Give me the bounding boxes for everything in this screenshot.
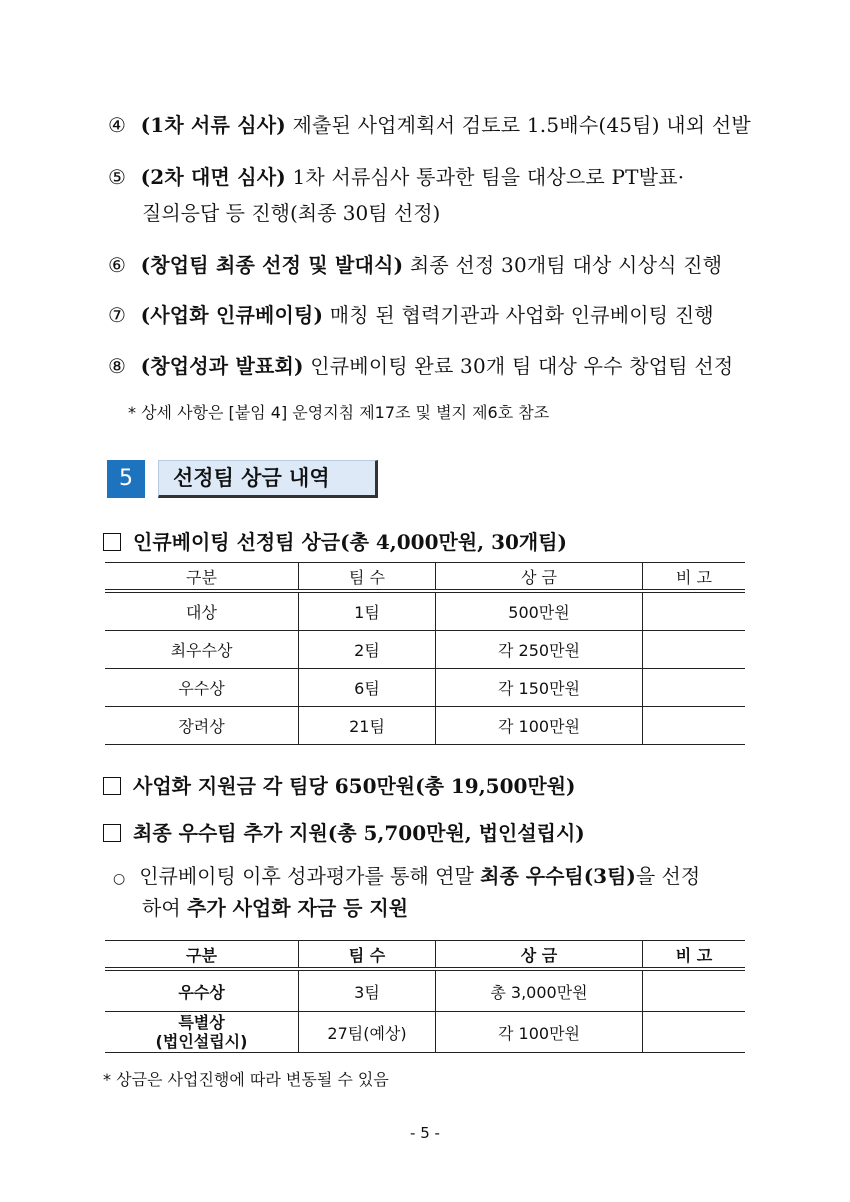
description-emphasis: 추가 사업화 자금 등 지원 xyxy=(187,896,409,920)
header-prize: 상 금 xyxy=(436,563,643,592)
step-6 xyxy=(108,251,722,279)
cell-remarks xyxy=(643,1012,746,1053)
table-row xyxy=(105,1012,745,1053)
step-title: (사업화 인큐베이팅) xyxy=(140,303,324,327)
final-excellent-support-heading xyxy=(103,817,585,846)
commercialization-support-heading xyxy=(103,770,576,799)
cell-category: 장려상 xyxy=(105,707,299,745)
table-row xyxy=(105,631,745,669)
description-emphasis: 최종 우수팀(3팀) xyxy=(480,864,636,888)
cell-team-count: 27팀(예상) xyxy=(299,1012,436,1053)
header-team-count: 팀 수 xyxy=(299,563,436,592)
step-5-continuation: 질의응답 등 진행(최종 30팀 선정) xyxy=(142,201,441,225)
step-4 xyxy=(108,111,751,139)
table-row xyxy=(105,591,745,631)
cell-remarks xyxy=(643,969,746,1012)
cell-category: 우수상 xyxy=(105,969,299,1012)
step-number: ⑥ xyxy=(108,253,127,277)
step-7 xyxy=(108,301,714,329)
header-remarks: 비 고 xyxy=(643,563,746,592)
cell-remarks xyxy=(643,669,746,707)
step-number: ④ xyxy=(108,113,127,137)
table-header-row xyxy=(105,563,745,592)
table-row xyxy=(105,669,745,707)
cell-team-count: 1팀 xyxy=(299,591,436,631)
table-row xyxy=(105,969,745,1012)
description-text: 하여 xyxy=(142,896,187,920)
support-description-line-2 xyxy=(142,892,408,921)
cell-team-count: 2팀 xyxy=(299,631,436,669)
checkbox-square-icon xyxy=(103,533,121,551)
cell-team-count: 6팀 xyxy=(299,669,436,707)
step-title: (창업팀 최종 선정 및 발대식) xyxy=(140,253,404,277)
step-number: ⑧ xyxy=(108,354,127,378)
heading-text: 최종 우수팀 추가 지원(총 5,700만원, 법인설립시) xyxy=(133,821,585,845)
header-remarks: 비 고 xyxy=(643,941,746,970)
table-header-row xyxy=(105,941,745,970)
circle-bullet-icon: ○ xyxy=(113,871,126,887)
header-category: 구분 xyxy=(105,563,299,592)
detail-note: * 상세 사항은 [붙임 4] 운영지침 제17조 및 별지 제6호 참조 xyxy=(128,403,550,422)
step-5 xyxy=(108,163,684,191)
step-title: (2차 대면 심사) xyxy=(140,165,286,189)
heading-text: 인큐베이팅 선정팀 상금(총 4,000만원, 30개팀) xyxy=(133,530,567,554)
page-number: - 5 - xyxy=(410,1124,440,1142)
cell-prize: 각 150만원 xyxy=(436,669,643,707)
cell-category: 우수상 xyxy=(105,669,299,707)
step-number: ⑤ xyxy=(108,165,127,189)
prize-variation-note: * 상금은 사업진행에 따라 변동될 수 있음 xyxy=(103,1070,389,1089)
cell-prize: 각 100만원 xyxy=(436,707,643,745)
step-text: 제출된 사업계획서 검토로 1.5배수(45팀) 내외 선발 xyxy=(285,113,751,137)
additional-prize-table xyxy=(105,940,745,1053)
step-8 xyxy=(108,352,733,380)
step-text: 1차 서류심사 통과한 팀을 대상으로 PT발표· xyxy=(285,165,685,189)
cell-remarks xyxy=(643,591,746,631)
table-row xyxy=(105,707,745,745)
section-title: 선정팀 상금 내역 xyxy=(158,460,378,498)
header-team-count: 팀 수 xyxy=(299,941,436,970)
description-text: 인큐베이팅 이후 성과평가를 통해 연말 xyxy=(139,864,481,888)
cell-prize: 각 100만원 xyxy=(436,1012,643,1053)
header-category: 구분 xyxy=(105,941,299,970)
cell-category: 최우수상 xyxy=(105,631,299,669)
description-text: 을 선정 xyxy=(635,864,701,888)
step-text: 매칭 된 협력기관과 사업화 인큐베이팅 진행 xyxy=(323,303,714,327)
header-prize: 상 금 xyxy=(436,941,643,970)
cell-category: 특별상 (법인설립시) xyxy=(105,1012,299,1053)
cell-prize: 각 250만원 xyxy=(436,631,643,669)
cell-prize: 총 3,000만원 xyxy=(436,969,643,1012)
cell-remarks xyxy=(643,631,746,669)
checkbox-square-icon xyxy=(103,824,121,842)
support-description-line-1 xyxy=(113,860,700,889)
cell-team-count: 21팀 xyxy=(299,707,436,745)
step-title: (창업성과 발표회) xyxy=(140,354,304,378)
prize-table xyxy=(105,562,745,745)
section-number: 5 xyxy=(107,460,145,498)
step-text: 최종 선정 30개팀 대상 시상식 진행 xyxy=(403,253,723,277)
heading-text: 사업화 지원금 각 팀당 650만원(총 19,500만원) xyxy=(133,774,576,798)
cell-category: 대상 xyxy=(105,591,299,631)
checkbox-square-icon xyxy=(103,777,121,795)
cell-prize: 500만원 xyxy=(436,591,643,631)
step-number: ⑦ xyxy=(108,303,127,327)
cell-remarks xyxy=(643,707,746,745)
incubating-prize-heading xyxy=(103,526,567,555)
cell-team-count: 3팀 xyxy=(299,969,436,1012)
step-text: 인큐베이팅 완료 30개 팀 대상 우수 창업팀 선정 xyxy=(303,354,734,378)
step-title: (1차 서류 심사) xyxy=(140,113,286,137)
